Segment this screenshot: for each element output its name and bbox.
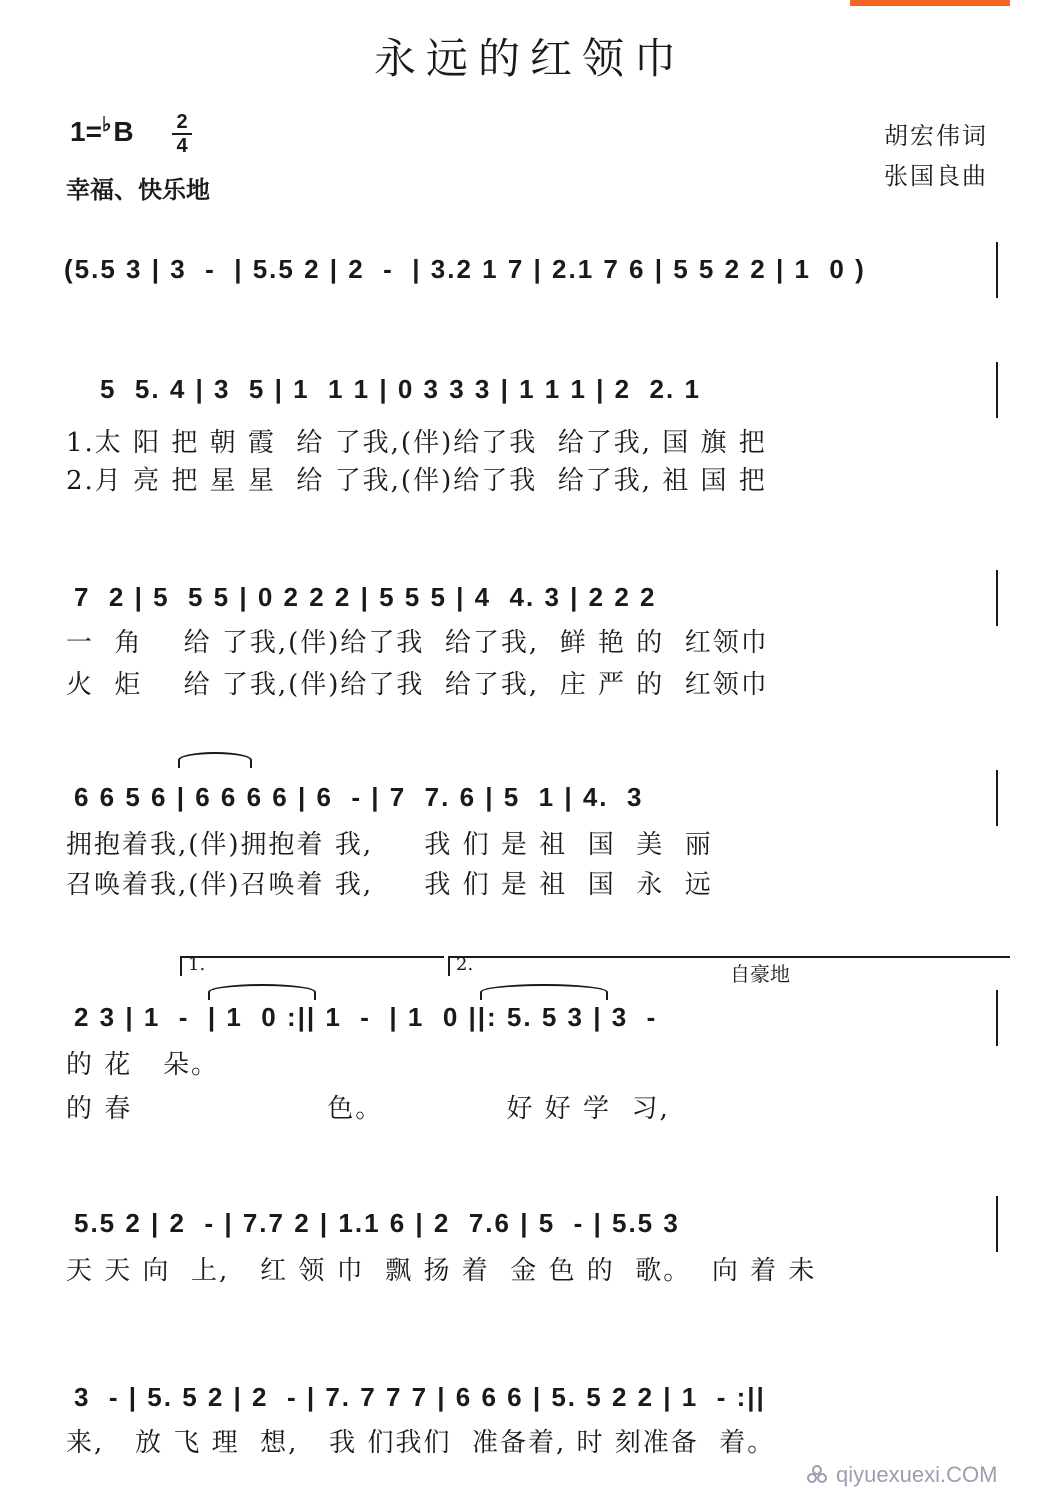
top-color-mark (850, 0, 1010, 6)
notes-text: (5.5 3 | 3 - | 5.5 2 | 2 - | 3.2 1 7 | 2.1 7 6 | 5 5 2 2 | 1 0 ) (64, 254, 866, 284)
notes-line (60, 232, 1010, 302)
flat-sign-icon: ♭ (101, 114, 112, 136)
volta-second-label: 2. (456, 954, 474, 975)
notes-text: 7 2 | 5 5 5 | 0 2 2 2 | 5 5 5 | 4 4. 3 | 2 2 2 (74, 582, 657, 612)
flower-logo-icon (806, 1464, 828, 1486)
lyric-verse-2: 的 春 色。 好 好 学 习, (66, 1094, 670, 1124)
time-signature (172, 112, 192, 156)
notes-line (60, 1186, 1010, 1256)
composer-credit: 张国良曲 (884, 162, 988, 190)
barline (996, 990, 998, 1046)
notes-text: 6 6 5 6 | 6 6 6 6 | 6 - | 7 7. 6 | 5 1 | 4. 3 (74, 782, 644, 812)
lyric-verse-2: 2.月 亮 把 星 星 给 了我,(伴)给了我 给了我, 祖 国 把 (66, 466, 767, 496)
lyric-verse-1: 的 花 朵。 (66, 1050, 220, 1080)
barline (996, 770, 998, 826)
lyric-verse-1: 拥抱着我,(伴)拥抱着 我, 我 们 是 祖 国 美 丽 (66, 830, 713, 860)
lyric-verse-1: 1.太 阳 把 朝 霞 给 了我,(伴)给了我 给了我, 国 旗 把 (66, 428, 767, 458)
expression-marking: 自豪地 (730, 962, 790, 986)
lyric-line: 来, 放 飞 理 想, 我 们我们 准备着, 时 刻准备 着。 (66, 1428, 776, 1458)
notes-line (60, 560, 1010, 630)
notes-line (60, 760, 1010, 830)
barline (996, 1196, 998, 1252)
key-note: B (113, 116, 134, 147)
notes-line (60, 980, 1010, 1050)
lyricist-credit: 胡宏伟词 (884, 122, 988, 150)
time-top: 2 (176, 111, 188, 133)
key-signature (70, 116, 134, 148)
volta-second (448, 956, 1010, 976)
tempo-marking: 幸福、快乐地 (66, 176, 210, 204)
notes-text: 2 3 | 1 - | 1 0 :|| 1 - | 1 0 ||: 5. 5 3 | 3 - (74, 1002, 658, 1032)
volta-first-label: 1. (188, 954, 206, 975)
notes-line (60, 1360, 1010, 1430)
lyric-verse-1: 一 角 给 了我,(伴)给了我 给了我, 鲜 艳 的 红领巾 (66, 628, 769, 658)
song-title: 永远的红领巾 (373, 34, 686, 83)
end-barline (996, 242, 998, 298)
lyric-verse-2: 召唤着我,(伴)召唤着 我, 我 们 是 祖 国 永 远 (66, 870, 713, 900)
notes-text: 3 - | 5. 5 2 | 2 - | 7. 7 7 7 | 6 6 6 | 5. 5 2 2 | 1 - :|| (74, 1382, 766, 1412)
key-prefix: 1= (70, 116, 102, 147)
notes-text: 5.5 2 | 2 - | 7.7 2 | 1.1 6 | 2 7.6 | 5 - | 5.5 3 (74, 1208, 680, 1238)
barline (996, 570, 998, 626)
lyric-verse-2: 火 炬 给 了我,(伴)给了我 给了我, 庄 严 的 红领巾 (66, 670, 769, 700)
notes-text: 5 5. 4 | 3 5 | 1 1 1 | 0 3 3 3 | 1 1 1 | 2 2. 1 (100, 374, 701, 404)
barline (996, 362, 998, 418)
site-watermark: qiyuexuexi.COM (836, 1462, 998, 1487)
notes-line (60, 352, 1010, 422)
lyric-line: 天 天 向 上, 红 领 巾 飘 扬 着 金 色 的 歌。 向 着 未 (66, 1256, 817, 1286)
volta-first (180, 956, 444, 976)
time-bottom: 4 (176, 135, 188, 157)
